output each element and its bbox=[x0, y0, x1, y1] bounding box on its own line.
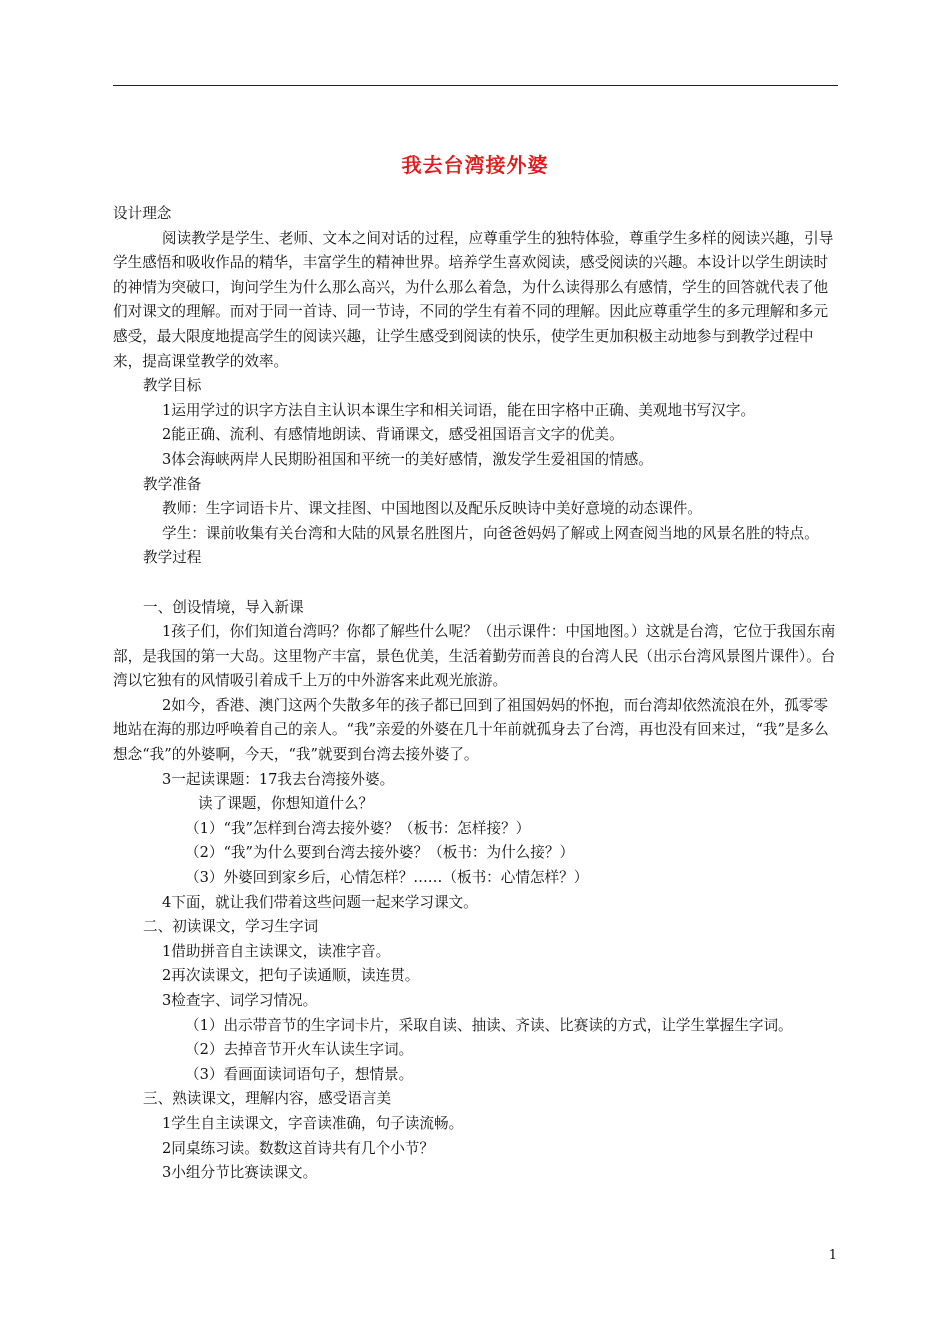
list-item: 1运用学过的识字方法自主认识本课生字和相关词语，能在田字格中正确、美观地书写汉字。 bbox=[162, 401, 756, 419]
section-heading: 设计理念 bbox=[113, 205, 172, 222]
list-item: 2能正确、流利、有感情地朗读、背诵课文，感受祖国语言文字的优美。 bbox=[162, 426, 624, 444]
list-item: 1借助拼音自主读课文，读准字音。 bbox=[162, 942, 391, 960]
section-heading: 教学准备 bbox=[143, 475, 202, 493]
paragraph: 阅读教学是学生、老师、文本之间对话的过程，应尊重学生的独特体验，尊重学生多样的阅读兴趣，引导学生感悟和吸收作品的精华，丰富学生的精神世界。培养学生喜欢阅读，感受阅读的兴趣。本设计以学生朗读时的神情为突破口，询问学生为什么那么高兴，为什么那么着急，为什么读得那么有感情，学生的回答就代表了他们对课文的理解。而对于同一首诗、同一节诗，不同的学生有着不同的理解。因此应尊重学生的多元理解和多元感受，最大限度地提高学生的阅读兴趣，让学生感受到阅读的快乐，使学生更加积极主动地参与到教学过程中来，提高课堂教学的效率。 bbox=[113, 229, 834, 370]
section-heading: 教学目标 bbox=[143, 377, 202, 395]
document-title: 我去台湾接外婆 bbox=[401, 153, 549, 177]
paragraph: 教师：生字词语卡片、课文挂图、中国地图以及配乐反映诗中美好意境的动态课件。 bbox=[162, 500, 702, 518]
document-body bbox=[113, 202, 838, 1186]
page-number: 1 bbox=[828, 1248, 837, 1263]
paragraph: 1孩子们，你们知道台湾吗？你都了解些什么呢？（出示课件：中国地图。）这就是台湾，它位于我国东南部，是我国的第一大岛。这里物产丰富，景色优美，生活着勤劳而善良的台湾人民（出示台湾风景图片课件）。台湾以它独有的风情吸引着成千上万的中外游客来此观光旅游。 bbox=[113, 623, 836, 690]
list-item: 2再次读课文，把句子读通顺，读连贯。 bbox=[162, 967, 420, 985]
spacer bbox=[113, 571, 838, 596]
list-item: （1）“我”怎样到台湾去接外婆？（板书：怎样接？） bbox=[185, 819, 531, 837]
header-rule bbox=[113, 85, 838, 86]
paragraph: 读了课题，你想知道什么？ bbox=[198, 795, 374, 813]
list-item: （2）“我”为什么要到台湾去接外婆？（板书：为什么接？） bbox=[185, 844, 575, 862]
list-item: 3检查字、词学习情况。 bbox=[162, 992, 318, 1009]
list-item: （2）去掉音节开火车认读生字词。 bbox=[185, 1041, 414, 1059]
list-item: 2同桌练习读。数数这首诗共有几个小节？ bbox=[162, 1139, 434, 1157]
list-item: 3小组分节比赛读课文。 bbox=[162, 1164, 318, 1182]
paragraph: 2如今，香港、澳门这两个失散多年的孩子都已回到了祖国妈妈的怀抱，而台湾却依然流浪在外，孤零零地站在海的那边呼唤着自己的亲人。“我”亲爱的外婆在几十年前就孤身去了台湾，再也没有回来过，“我”是多么想念“我”的外婆啊，今天，“我”就要到台湾去接外婆了。 bbox=[113, 696, 829, 764]
section-heading: 教学过程 bbox=[143, 549, 202, 567]
list-item: （3）外婆回到家乡后，心情怎样？……（板书：心情怎样？） bbox=[185, 869, 589, 887]
paragraph: 学生：课前收集有关台湾和大陆的风景名胜图片，向爸爸妈妈了解或上网查阅当地的风景名胜的特点。 bbox=[162, 524, 819, 542]
list-item: 3体会海峡两岸人民期盼祖国和平统一的美好感情，激发学生爱祖国的情感。 bbox=[162, 450, 653, 468]
list-item: （3）看画面读词语句子，想情景。 bbox=[185, 1065, 414, 1083]
paragraph: 4下面，就让我们带着这些问题一起来学习课文。 bbox=[162, 893, 478, 911]
section-heading: 二、初读课文，学习生字词 bbox=[143, 918, 319, 936]
section-heading: 三、熟读课文，理解内容，感受语言美 bbox=[143, 1090, 392, 1108]
section-heading: 一、创设情境，导入新课 bbox=[143, 598, 304, 616]
paragraph: 3一起读课题：17我去台湾接外婆。 bbox=[162, 770, 395, 788]
list-item: （1）出示带音节的生字词卡片，采取自读、抽读、齐读、比赛读的方式，让学生掌握生字词。 bbox=[185, 1016, 793, 1034]
list-item: 1学生自主读课文，字音读准确，句子读流畅。 bbox=[162, 1114, 464, 1132]
